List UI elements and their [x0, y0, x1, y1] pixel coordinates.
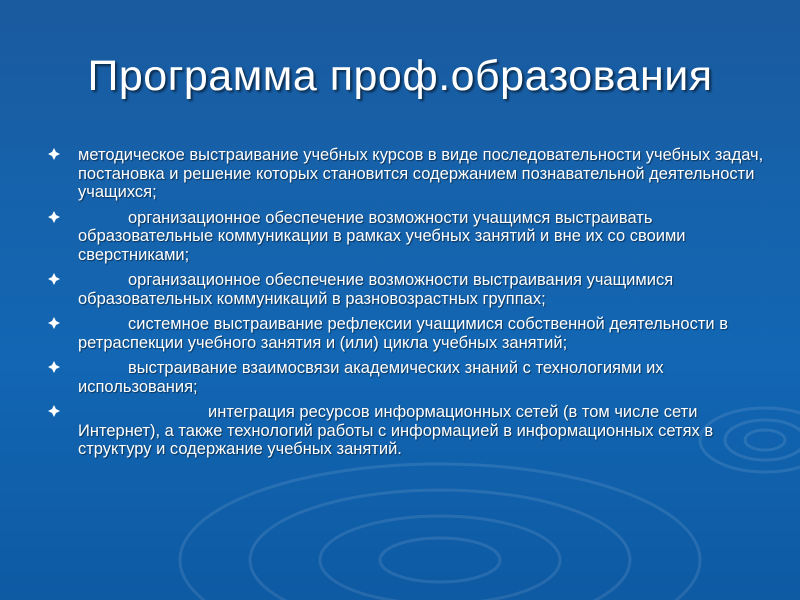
diamond-bullet-icon	[48, 211, 60, 223]
slide-title: Программа проф.образования	[87, 52, 713, 100]
list-item	[44, 209, 764, 265]
diamond-bullet-icon	[48, 148, 60, 160]
list-item-text: методическое выстраивание учебных курсов в виде последовательности учебных задач, постановка и решение которых становится содержанием познавательной деятельности учащихся;	[78, 146, 764, 201]
list-item-text: выстраивание взаимосвязи академических знаний с технологиями их использования;	[78, 359, 664, 396]
list-item	[44, 271, 764, 308]
diamond-bullet-icon	[48, 273, 60, 285]
list-item	[44, 403, 764, 459]
diamond-bullet-icon	[48, 361, 60, 373]
list-item-text: интеграция ресурсов информационных сетей (в том числе сети Интернет), а также технологий работы с информацией в информационных сетях в структуру и содержание учебных занятий.	[78, 403, 714, 458]
diamond-bullet-icon	[48, 317, 60, 329]
list-item-text: организационное обеспечение возможности выстраивания учащимися образовательных коммуникаций в разновозрастных группах;	[78, 271, 674, 308]
list-item-text: организационное обеспечение возможности учащимся выстраивать образовательные коммуникации в рамках учебных занятий и вне их со своими сверстниками;	[78, 208, 686, 264]
list-item-text: системное выстраивание рефлексии учащимися собственной деятельности в ретраспекции учебного занятия и (или) цикла учебных занятий;	[78, 315, 728, 352]
bullet-list	[44, 146, 764, 466]
list-item	[44, 315, 764, 352]
diamond-bullet-icon	[48, 405, 60, 417]
list-item	[44, 359, 764, 396]
list-item	[44, 146, 764, 202]
